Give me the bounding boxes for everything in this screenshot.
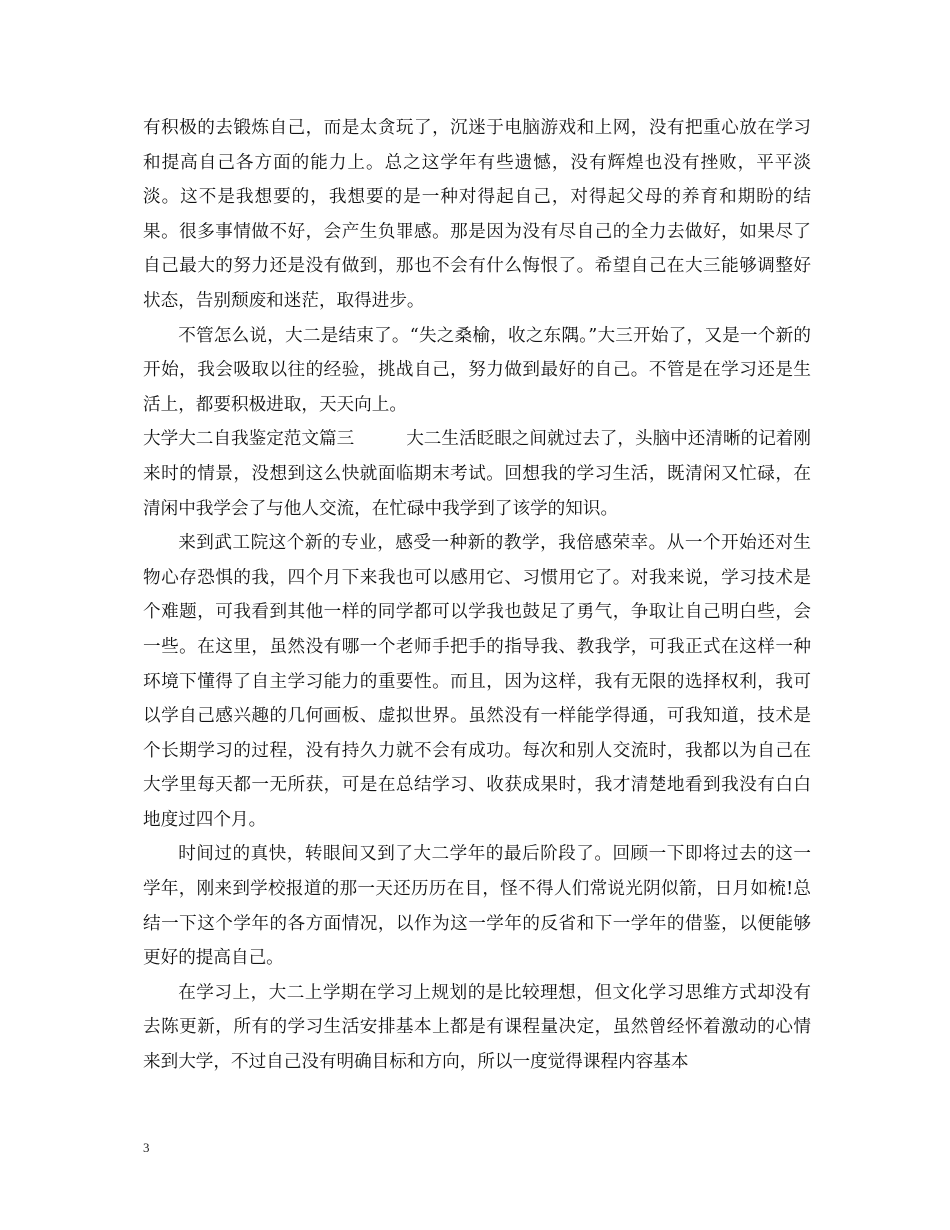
paragraph-5: 在学习上，大二上学期在学习上规划的是比较理想，但文化学习思维方式却没有去陈更新，所有的学习生活安排基本上都是有课程量决定，虽然曾经怀着激动的心情来到大学，不过自己没有明确目标和方向，所以一度觉得课程内容基本 — [143, 982, 811, 1073]
document-body — [143, 111, 811, 1080]
paragraph-2: 不管怎么说，大二是结束了。“失之桑榆，收之东隅。”大三开始了，又是一个新的开始，我会吸取以往的经验，挑战自己，努力做到最好的自己。不管是在学习还是生活上，都要积极进取，天天向上。 — [143, 325, 811, 415]
paragraph-1: 有积极的去锻炼自己，而是太贪玩了，沉迷于电脑游戏和上网，没有把重心放在学习和提高自己各方面的能力上。总之这学年有些遗憾，没有辉煌也没有挫败，平平淡淡。这不是我想要的，我想要的是一种对得起自己，对得起父母的养育和期盼的结果。很多事情做不好，会产生负罪感。那是因为没有尽自己的全力去做好，如果尽了自己最大的努力还是没有做到，那也不会有什么悔恨了。希望自己在大三能够调整好状态，告别颓废和迷茫，取得进步。 — [143, 118, 811, 311]
section-paragraph — [143, 422, 811, 526]
section-heading: 大学大二自我鉴定范文篇三 — [143, 429, 355, 450]
page-number: 3 — [143, 1140, 150, 1155]
paragraph-4: 时间过的真快，转眼间又到了大二学年的最后阶段了。回顾一下即将过去的这一学年，刚来到学校报道的那一天还历历在目，怪不得人们常说光阴似箭，日月如梳!总结一下这个学年的各方面情况，以作为这一学年的反省和下一学年的借鉴，以便能够更好的提高自己。 — [143, 844, 811, 969]
section-first-text: 大二生活眨眼之间就过去了，头脑中还清晰的记着刚来时的情景，没想到这么快就面临期末考试。回想我的学习生活，既清闲又忙碌，在清闲中我学会了与他人交流，在忙碌中我学到了该学的知识。 — [143, 429, 811, 519]
paragraph-3: 来到武工院这个新的专业，感受一种新的教学，我倍感荣幸。从一个开始还对生物心存恐惧的我，四个月下来我也可以感用它、习惯用它了。对我来说，学习技术是个难题，可我看到其他一样的同学都可以学我也鼓足了勇气，争取让自己明白些，会一些。在这里，虽然没有哪一个老师手把手的指导我、教我学，可我正式在这样一种环境下懂得了自主学习能力的重要性。而且，因为这样，我有无限的选择权利，我可以学自己感兴趣的几何画板、虚拟世界。虽然没有一样能学得通，可我知道，技术是个长期学习的过程，没有持久力就不会有成功。每次和别人交流时，我都以为自己在大学里每天都一无所获，可是在总结学习、收获成果时，我才清楚地看到我没有白白地度过四个月。 — [143, 533, 811, 830]
